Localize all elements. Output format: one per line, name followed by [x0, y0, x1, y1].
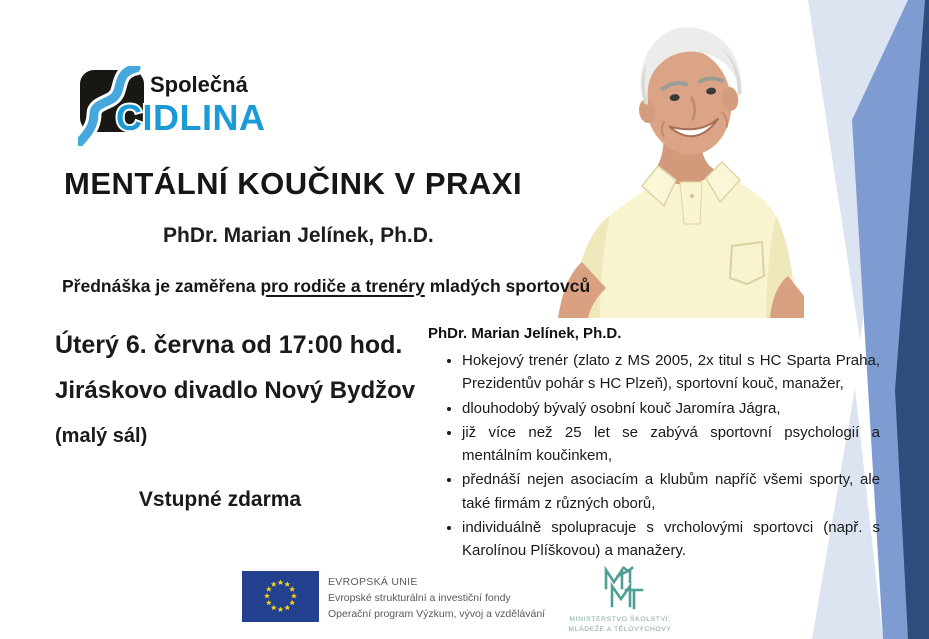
- tagline-suffix: mladých sportovců: [424, 276, 591, 296]
- eu-line1: EVROPSKÁ UNIE: [328, 576, 418, 588]
- event-venue: Jiráskovo divadlo Nový Bydžov: [55, 377, 416, 404]
- bullet-item: • individuálně spolupracuje s vrcholovými sportovci (např. s Karolínou Plíškovou) a manažery.: [462, 516, 880, 563]
- speaker-bullet-list: [428, 349, 880, 562]
- tagline-prefix: Přednáška je zaměřena: [62, 276, 261, 296]
- event-room: (malý sál): [55, 425, 148, 447]
- cidlina-logo: [78, 66, 310, 146]
- speaker-name-subtitle: PhDr. Marian Jelínek, Ph.D.: [163, 224, 434, 247]
- eu-funding-text: [328, 575, 545, 622]
- page-title: MENTÁLNÍ KOUČINK V PRAXI: [64, 166, 523, 201]
- tagline: [62, 276, 590, 297]
- event-details: [55, 331, 427, 512]
- speaker-bio-heading: PhDr. Marian Jelínek, Ph.D.: [428, 325, 622, 342]
- bullet-item: • přednáší nejen asociacím a klubům napříč všemi sporty, ale také firmám z různých oborů,: [462, 468, 880, 515]
- msmt-logo: [545, 566, 695, 635]
- eu-line2: Evropské strukturální a investiční fondy: [328, 591, 511, 604]
- eu-line3: Operační program Výzkum, vývoj a vzdělávání: [328, 607, 546, 620]
- speaker-bio: [428, 325, 880, 563]
- msmt-line2: MLÁDEŽE A TĚLOVÝCHOVY: [568, 626, 672, 634]
- bullet-item: • Hokejový trenér (zlato z MS 2005, 2x titul s HC Sparta Praha, Prezidentův pohár s HC Plzeň), sportovní kouč, manažer,: [462, 349, 880, 396]
- logo-word2: CIDLINA: [116, 97, 266, 138]
- logo-word1: Společná: [150, 72, 248, 97]
- event-admission: Vstupné zdarma: [138, 488, 302, 511]
- tagline-underlined: pro rodiče a trenéry: [260, 276, 425, 296]
- speaker-photo: [556, 20, 806, 318]
- bullet-item: • dlouhodobý bývalý osobní kouč Jaromíra Jágra,: [462, 397, 880, 420]
- msmt-line1: MINISTERSTVO ŠKOLSTVÍ,: [569, 616, 671, 623]
- event-datetime: Úterý 6. června od 17:00 hod.: [55, 331, 403, 359]
- msmt-monogram-icon: [588, 566, 652, 610]
- bullet-item: • již více než 25 let se zabývá sportovní psychologií a mentálním koučinkem,: [462, 421, 880, 468]
- eu-flag: [242, 571, 319, 622]
- face: [630, 21, 750, 161]
